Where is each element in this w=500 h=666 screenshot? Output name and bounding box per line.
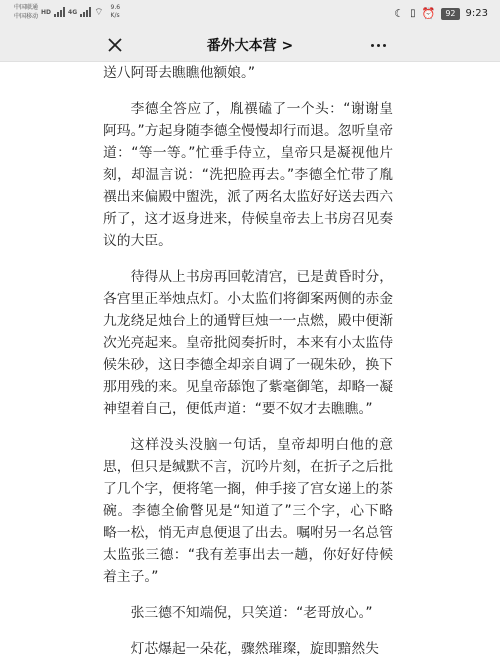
more-dot	[377, 44, 380, 47]
article-paragraph: 送八阿哥去瞧瞧他额娘。”	[103, 65, 256, 81]
signal-strength-icon-2	[80, 7, 91, 17]
article-paragraph: 这样没头没脑一句话，皇帝却明白他的意思，但只是缄默不言，沉吟片刻，在折子之后批了几个字，便将笔一搁，伸手接了宫女递上的茶碗。李德全偷瞥见是“知道了”三个字，心下略略一松，悄无声息便退了出去。嘱咐另一名总管太监张三德：“我有差事出去一趟，你好好侍候着主子。”	[103, 437, 393, 585]
status-bar-right	[394, 7, 488, 20]
vibrate-icon: ▯	[410, 8, 416, 19]
article-paragraph: 灯芯爆起一朵花，骤然璀璨，旋即黯然失	[130, 641, 379, 657]
net-speed	[111, 4, 121, 20]
page-title[interactable]: 番外大本营 >	[206, 38, 294, 54]
net-speed-value: 9.6	[110, 4, 121, 11]
status-bar	[0, 0, 500, 28]
carrier-names	[14, 3, 38, 21]
status-bar-left	[14, 3, 120, 21]
article-paragraph: 待得从上书房再回乾清宫，已是黄昏时分，各宫里正举烛点灯。小太监们将御案两侧的赤金九龙绕足烛台上的通臂巨烛一一点燃，殿中便渐次光亮起来。皇帝批阅奏折时，本来有小太监侍候朱砂，这日李德全却亲自调了一砚朱砂，换下那用残的来。见皇帝舔饱了紫毫御笔，却略一凝神望着自己，便低声道：“要不奴才去瞧瞧。”	[103, 269, 393, 417]
carrier-1: 中国联通	[14, 4, 39, 11]
article-paragraph: 张三德不知端倪，只笑道：“老哥放心。”	[130, 605, 373, 621]
network-4g-label: 4G	[68, 8, 78, 16]
hd-label: HD	[41, 8, 52, 16]
article-body	[103, 62, 393, 666]
article-paragraph: 李德全答应了，胤禩磕了一个头：“谢谢皇阿玛。”方起身随李德全慢慢却行而退。忽听皇帝道：“等一等。”忙垂手侍立，皇帝只是凝视他片刻，却温言说：“洗把脸再去。”李德全忙带了胤禩出来偏殿中盥洗，派了两名太监好好送去西六所了，这才返身进来，侍候皇帝去上书房召见奏议的大臣。	[103, 101, 393, 249]
carrier-2: 中国移动	[14, 13, 39, 20]
do-not-disturb-icon: ☾	[394, 7, 405, 20]
more-dot	[371, 44, 374, 47]
signal-strength-icon	[54, 7, 65, 17]
wifi-icon: ⌔	[94, 6, 104, 18]
net-speed-unit: K/s	[110, 12, 120, 19]
nav-bar	[0, 28, 500, 62]
battery-icon: 92	[441, 8, 459, 20]
more-dot	[383, 44, 386, 47]
alarm-icon: ⏰	[421, 7, 436, 20]
clock: 9:23	[465, 8, 488, 19]
more-button[interactable]	[368, 37, 388, 53]
